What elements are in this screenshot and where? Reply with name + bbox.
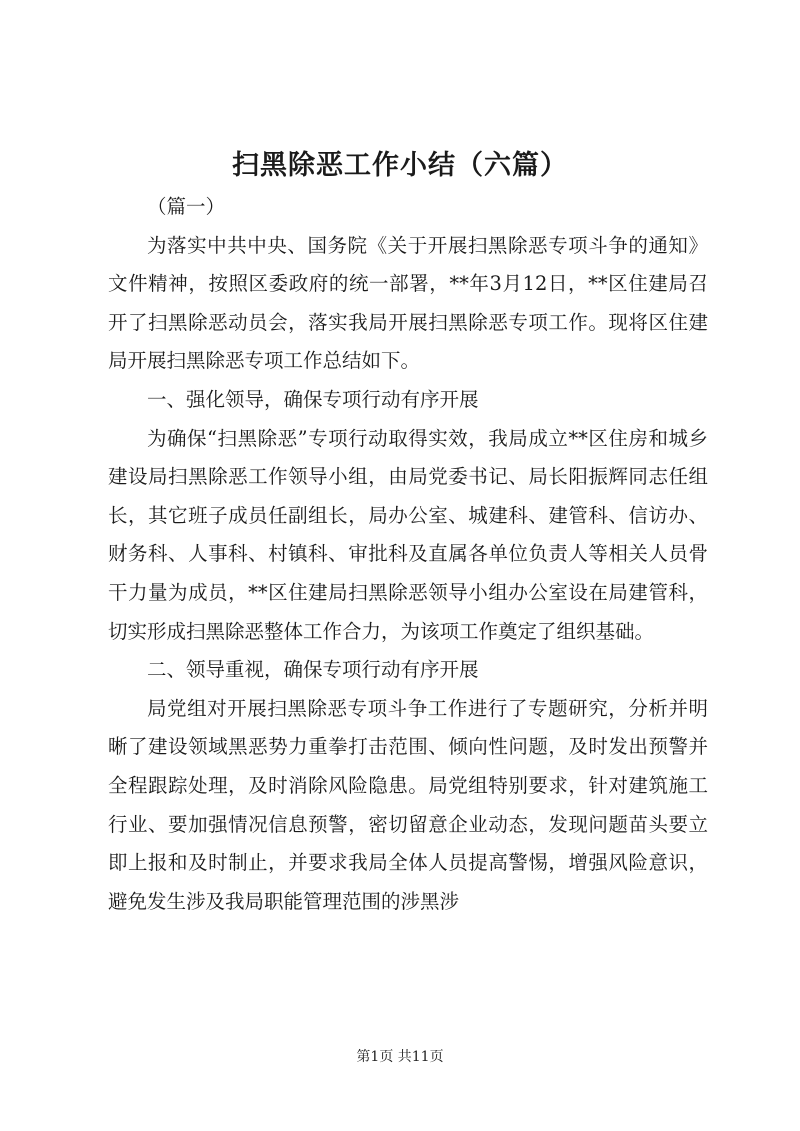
document-title: 扫黑除恶工作小结（六篇） xyxy=(232,150,568,181)
page-footer: 第1页 共11页 xyxy=(356,1049,444,1065)
body-paragraph: 为落实中共中央、国务院《关于开展扫黑除恶专项斗争的通知》文件精神，按照区委政府的统一部署，**年3月12日，**区住建局召开了扫黑除恶动员会，落实我局开展扫黑除恶专项工作。现将区住建局开展扫黑除恶专项工作总结如下。 xyxy=(108,233,708,373)
section-label: （篇一） xyxy=(147,195,226,218)
section-heading: 二、领导重视，确保专项行动有序开展 xyxy=(147,658,479,682)
document-body xyxy=(108,188,708,921)
body-paragraph: 局党组对开展扫黑除恶专项斗争工作进行了专题研究，分析并明晰了建设领域黑恶势力重拳打击范围、倾向性问题，及时发出预警并全程跟踪处理，及时消除风险隐患。局党组特别要求，针对建筑施工行业、要加强情况信息预警，密切留意企业动态，发现问题苗头要立即上报和及时制止，并要求我局全体人员提高警惕，增强风险意识，避免发生涉及我局职能管理范围的涉黑涉 xyxy=(108,696,708,913)
section-heading: 一、强化领导，确保专项行动有序开展 xyxy=(147,387,479,411)
body-paragraph: 为确保“扫黑除恶”专项行动取得实效，我局成立**区住房和城乡建设局扫黑除恶工作领导小组，由局党委书记、局长阳振辉同志任组长，其它班子成员任副组长，局办公室、城建科、建管科、信访办、财务科、人事科、村镇科、审批科及直属各单位负责人等相关人员骨干力量为成员，**区住建局扫黑除恶领导小组办公室设在局建管科，切实形成扫黑除恶整体工作合力，为该项工作奠定了组织基础。 xyxy=(108,426,708,643)
